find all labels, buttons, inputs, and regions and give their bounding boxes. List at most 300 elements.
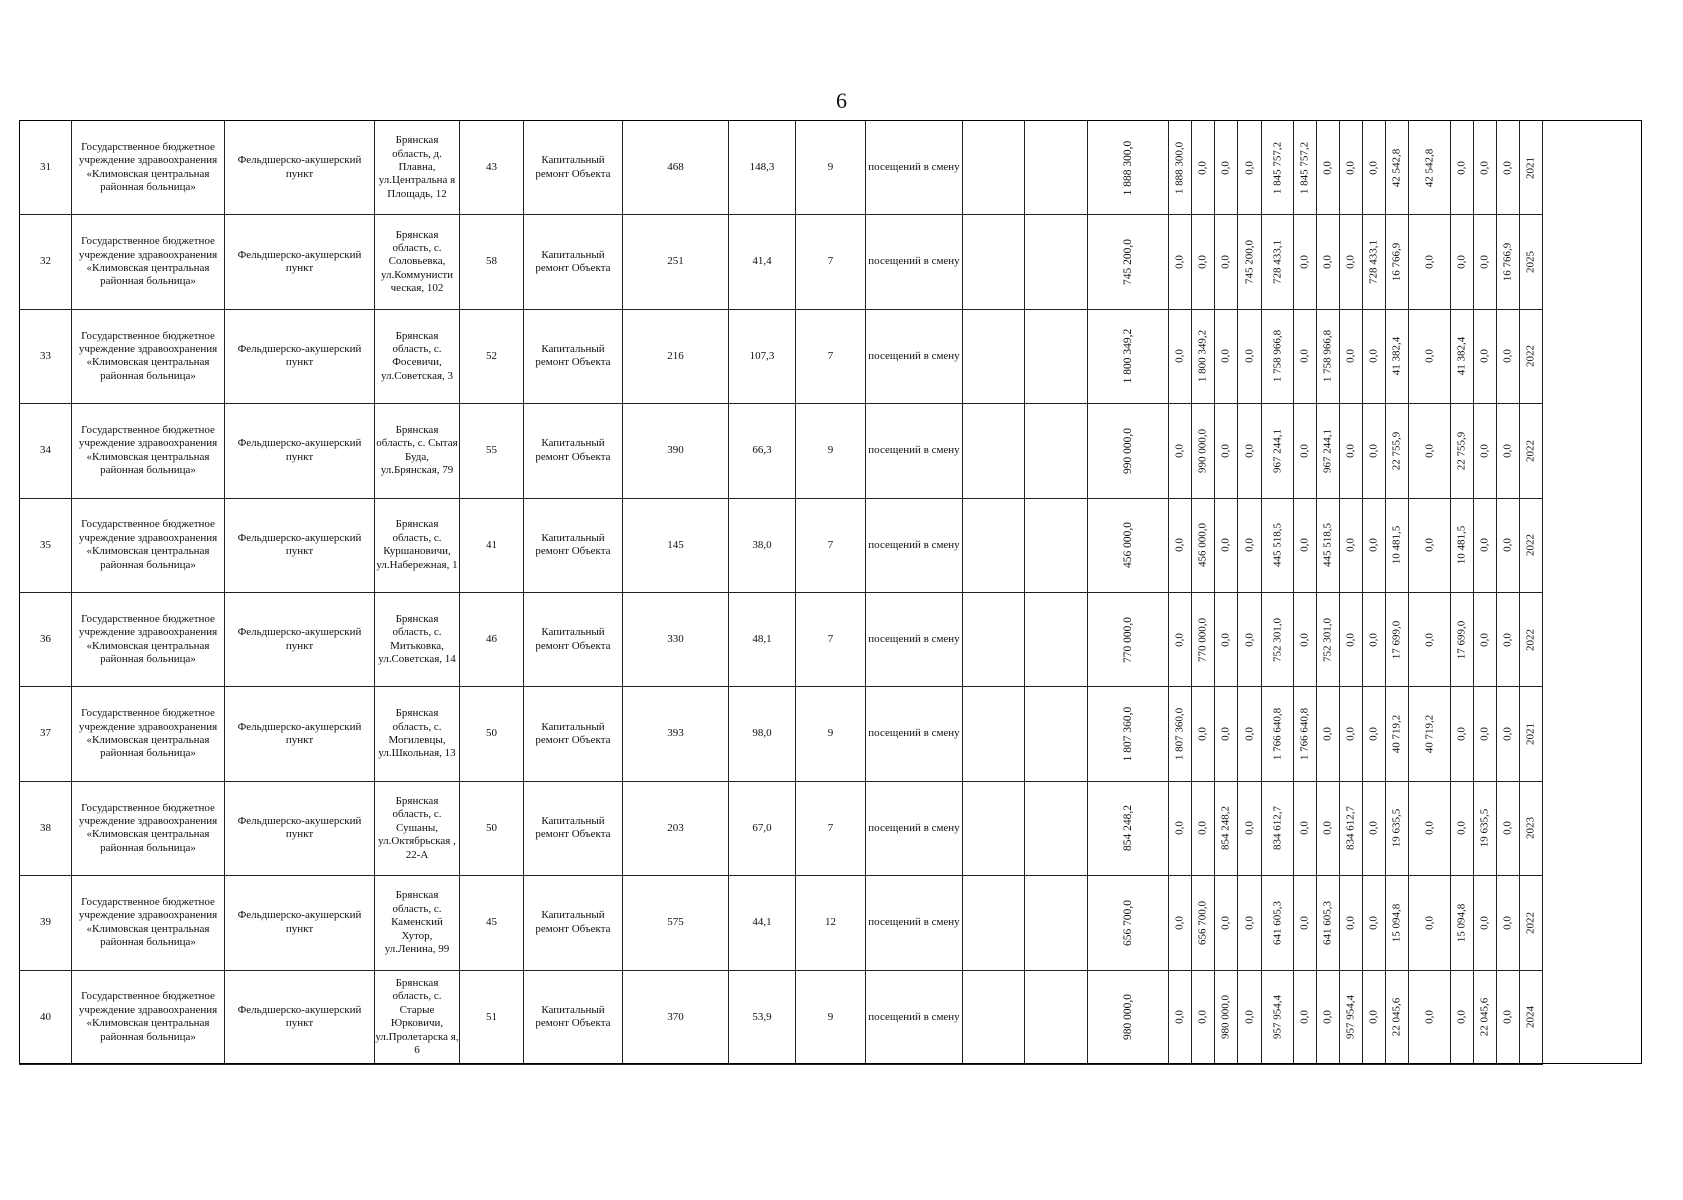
funding-value: 0,0 xyxy=(1367,915,1380,930)
funding-value-cell xyxy=(1474,404,1497,498)
funding-value-cell xyxy=(1215,781,1238,875)
blank-cell xyxy=(963,498,1025,592)
funding-value: 0,0 xyxy=(1367,632,1380,647)
column-8-cell: 9 xyxy=(796,121,866,215)
funding-value-cell xyxy=(1317,687,1340,781)
funding-value-cell xyxy=(1409,876,1451,970)
year-cell xyxy=(1520,404,1543,498)
funding-value: 0,0 xyxy=(1242,915,1255,930)
funding-value-cell xyxy=(1474,781,1497,875)
funding-value: 0,0 xyxy=(1478,727,1491,741)
funding-value: 16 766,9 xyxy=(1501,242,1514,282)
capacity-unit-cell: посещений в смену xyxy=(866,498,963,592)
funding-value: 0,0 xyxy=(1422,255,1435,269)
funding-value-cell xyxy=(1340,404,1363,498)
funding-value-cell xyxy=(1238,687,1262,781)
capacity-unit-cell: посещений в смену xyxy=(866,404,963,498)
column-7-cell: 48,1 xyxy=(729,592,796,686)
funding-value: 0,0 xyxy=(1344,443,1357,458)
column-8-cell: 7 xyxy=(796,592,866,686)
row-number-cell: 35 xyxy=(20,498,72,592)
funding-value: 0,0 xyxy=(1219,443,1232,458)
funding-value-cell xyxy=(1294,876,1317,970)
work-type-cell: Капитальный ремонт Объекта xyxy=(524,215,623,309)
funding-value-cell xyxy=(1474,309,1497,403)
funding-value-cell xyxy=(1474,970,1497,1064)
funding-value-cell xyxy=(1294,404,1317,498)
funding-value: 1 888 300,0 xyxy=(1121,140,1134,195)
capacity-unit-cell: посещений в смену xyxy=(866,781,963,875)
funding-value-cell xyxy=(1238,592,1262,686)
work-type-cell: Капитальный ремонт Объекта xyxy=(524,687,623,781)
funding-value: 0,0 xyxy=(1501,349,1514,364)
funding-value: 0,0 xyxy=(1242,821,1255,836)
funding-value: 456 000,0 xyxy=(1196,523,1209,568)
funding-value: 957 954,4 xyxy=(1270,995,1283,1040)
column-7-cell: 148,3 xyxy=(729,121,796,215)
funding-value: 22 755,9 xyxy=(1455,431,1468,471)
work-type-cell: Капитальный ремонт Объекта xyxy=(524,404,623,498)
funding-value-cell xyxy=(1386,498,1409,592)
table-row xyxy=(20,498,1602,592)
funding-value-cell xyxy=(1262,404,1294,498)
facility-type-cell: Фельдшерско-акушерский пункт xyxy=(225,592,375,686)
funding-value: 0,0 xyxy=(1501,443,1514,458)
funding-value-cell xyxy=(1451,781,1474,875)
funding-value: 0,0 xyxy=(1242,443,1255,458)
funding-value-cell xyxy=(1474,687,1497,781)
address-cell: Брянская область, д. Плавна, ул.Центральна я Площадь, 12 xyxy=(375,121,460,215)
column-8-cell: 7 xyxy=(796,215,866,309)
funding-value-cell xyxy=(1262,215,1294,309)
column-7-cell: 38,0 xyxy=(729,498,796,592)
funding-value-cell xyxy=(1192,309,1215,403)
funding-value-cell xyxy=(1088,404,1169,498)
facility-table xyxy=(19,120,1602,1065)
funding-value-cell xyxy=(1088,781,1169,875)
funding-value-cell xyxy=(1192,121,1215,215)
funding-value-cell xyxy=(1192,404,1215,498)
funding-value-cell xyxy=(1317,781,1340,875)
funding-value: 834 612,7 xyxy=(1344,806,1357,851)
funding-value: 0,0 xyxy=(1422,915,1435,930)
funding-value: 641 605,3 xyxy=(1270,900,1283,945)
funding-value: 22 045,6 xyxy=(1390,997,1403,1037)
facility-type-cell: Фельдшерско-акушерский пункт xyxy=(225,970,375,1064)
year-value: 2024 xyxy=(1524,1006,1537,1029)
funding-value: 0,0 xyxy=(1422,1010,1435,1025)
funding-value: 0,0 xyxy=(1242,632,1255,647)
organization-cell: Государственное бюджетное учреждение здравоохранения «Климовская центральная районная больница» xyxy=(72,970,225,1064)
blank-cell xyxy=(1025,215,1088,309)
funding-value: 0,0 xyxy=(1501,727,1514,741)
blank-cell xyxy=(963,781,1025,875)
funding-value-cell xyxy=(1363,876,1386,970)
funding-value-cell xyxy=(1294,592,1317,686)
funding-value: 0,0 xyxy=(1298,821,1311,836)
funding-value: 0,0 xyxy=(1455,1010,1468,1025)
funding-value: 0,0 xyxy=(1242,160,1255,175)
funding-value: 0,0 xyxy=(1242,538,1255,553)
funding-value-cell xyxy=(1386,781,1409,875)
funding-value-cell xyxy=(1386,309,1409,403)
funding-value: 0,0 xyxy=(1298,349,1311,364)
funding-value: 16 766,9 xyxy=(1390,242,1403,282)
row-number-cell: 31 xyxy=(20,121,72,215)
funding-value: 745 200,0 xyxy=(1242,240,1255,285)
capacity-unit-cell: посещений в смену xyxy=(866,592,963,686)
facility-type-cell: Фельдшерско-акушерский пункт xyxy=(225,687,375,781)
year-cell xyxy=(1520,970,1543,1064)
funding-value: 770 000,0 xyxy=(1121,616,1134,663)
funding-value: 0,0 xyxy=(1298,1010,1311,1025)
funding-value: 0,0 xyxy=(1501,632,1514,647)
funding-value-cell xyxy=(1317,970,1340,1064)
funding-value-cell xyxy=(1169,781,1192,875)
facility-type-cell: Фельдшерско-акушерский пункт xyxy=(225,781,375,875)
funding-value-cell xyxy=(1497,687,1520,781)
column-8-cell: 7 xyxy=(796,781,866,875)
funding-value-cell xyxy=(1294,121,1317,215)
funding-value-cell xyxy=(1340,781,1363,875)
year-value: 2021 xyxy=(1524,723,1537,746)
facility-type-cell: Фельдшерско-акушерский пункт xyxy=(225,876,375,970)
column-4-cell: 50 xyxy=(460,781,524,875)
table-row xyxy=(20,687,1602,781)
funding-value: 15 094,8 xyxy=(1390,903,1403,943)
facility-type-cell: Фельдшерско-акушерский пункт xyxy=(225,215,375,309)
funding-value: 0,0 xyxy=(1501,538,1514,553)
funding-value-cell xyxy=(1169,687,1192,781)
funding-value-cell xyxy=(1363,404,1386,498)
funding-value-cell xyxy=(1451,215,1474,309)
funding-value-cell xyxy=(1409,215,1451,309)
funding-value: 0,0 xyxy=(1501,1010,1514,1025)
funding-value: 728 433,1 xyxy=(1367,240,1380,285)
column-4-cell: 43 xyxy=(460,121,524,215)
funding-value-cell xyxy=(1215,309,1238,403)
column-8-cell: 7 xyxy=(796,309,866,403)
funding-value: 0,0 xyxy=(1344,160,1357,175)
funding-value-cell xyxy=(1317,876,1340,970)
column-4-cell: 45 xyxy=(460,876,524,970)
funding-value-cell xyxy=(1088,592,1169,686)
blank-cell xyxy=(1025,781,1088,875)
funding-value: 0,0 xyxy=(1196,727,1209,741)
funding-value: 0,0 xyxy=(1321,160,1334,175)
funding-value: 0,0 xyxy=(1455,255,1468,269)
year-cell xyxy=(1520,215,1543,309)
funding-value-cell xyxy=(1386,876,1409,970)
funding-value: 0,0 xyxy=(1422,538,1435,553)
funding-value: 0,0 xyxy=(1478,160,1491,175)
funding-value-cell xyxy=(1192,687,1215,781)
blank-cell xyxy=(1025,498,1088,592)
funding-value: 42 542,8 xyxy=(1422,148,1435,187)
capacity-unit-cell: посещений в смену xyxy=(866,121,963,215)
column-7-cell: 107,3 xyxy=(729,309,796,403)
funding-value: 445 518,5 xyxy=(1321,523,1334,568)
column-4-cell: 52 xyxy=(460,309,524,403)
funding-value-cell xyxy=(1262,781,1294,875)
address-cell: Брянская область, с. Куршановичи, ул.Набережная, 1 xyxy=(375,498,460,592)
funding-value: 0,0 xyxy=(1367,443,1380,458)
funding-value-cell xyxy=(1451,592,1474,686)
column-8-cell: 12 xyxy=(796,876,866,970)
funding-value-cell xyxy=(1215,498,1238,592)
funding-value: 0,0 xyxy=(1196,1010,1209,1025)
funding-value: 0,0 xyxy=(1422,821,1435,836)
funding-value-cell xyxy=(1317,309,1340,403)
funding-value: 0,0 xyxy=(1478,915,1491,930)
funding-value-cell xyxy=(1262,876,1294,970)
table-row xyxy=(20,970,1602,1064)
blank-cell xyxy=(963,404,1025,498)
funding-value-cell xyxy=(1363,498,1386,592)
page-number: 6 xyxy=(836,88,847,113)
funding-value-cell xyxy=(1363,687,1386,781)
funding-value-cell xyxy=(1409,498,1451,592)
year-value: 2022 xyxy=(1524,628,1537,651)
funding-value: 1 800 349,2 xyxy=(1196,330,1209,383)
funding-value-cell xyxy=(1238,970,1262,1064)
funding-value-cell xyxy=(1088,498,1169,592)
funding-value: 967 244,1 xyxy=(1270,428,1283,473)
funding-value: 990 000,0 xyxy=(1121,427,1134,474)
funding-value-cell xyxy=(1409,404,1451,498)
table-row xyxy=(20,781,1602,875)
funding-value-cell xyxy=(1474,592,1497,686)
column-4-cell: 50 xyxy=(460,687,524,781)
funding-value: 19 635,5 xyxy=(1390,809,1403,848)
funding-value-cell xyxy=(1294,781,1317,875)
year-cell xyxy=(1520,498,1543,592)
funding-value: 0,0 xyxy=(1321,1010,1334,1025)
funding-value: 0,0 xyxy=(1173,915,1186,930)
funding-value: 980 000,0 xyxy=(1121,994,1134,1041)
funding-value-cell xyxy=(1451,404,1474,498)
funding-value-cell xyxy=(1363,121,1386,215)
year-value: 2025 xyxy=(1524,251,1537,274)
funding-value-cell xyxy=(1192,876,1215,970)
row-number-cell: 32 xyxy=(20,215,72,309)
funding-value-cell xyxy=(1317,215,1340,309)
funding-value: 40 719,2 xyxy=(1422,714,1435,754)
funding-value-cell xyxy=(1409,592,1451,686)
funding-value: 854 248,2 xyxy=(1219,806,1232,851)
funding-value: 10 481,5 xyxy=(1455,526,1468,565)
funding-value-cell xyxy=(1386,970,1409,1064)
funding-value: 1 807 360,0 xyxy=(1121,706,1134,762)
funding-value-cell xyxy=(1169,876,1192,970)
funding-value-cell xyxy=(1294,687,1317,781)
funding-value-cell xyxy=(1340,687,1363,781)
column-6-cell: 330 xyxy=(623,592,729,686)
funding-value: 1 758 966,8 xyxy=(1321,330,1334,383)
funding-value: 656 700,0 xyxy=(1196,900,1209,945)
column-7-cell: 53,9 xyxy=(729,970,796,1064)
funding-value: 0,0 xyxy=(1196,821,1209,836)
funding-value: 980 000,0 xyxy=(1219,995,1232,1040)
organization-cell: Государственное бюджетное учреждение здравоохранения «Климовская центральная районная больница» xyxy=(72,309,225,403)
funding-value: 0,0 xyxy=(1501,160,1514,175)
funding-value: 0,0 xyxy=(1501,821,1514,836)
funding-value-cell xyxy=(1238,121,1262,215)
funding-value-cell xyxy=(1192,498,1215,592)
column-6-cell: 203 xyxy=(623,781,729,875)
funding-value: 0,0 xyxy=(1173,349,1186,364)
funding-value: 0,0 xyxy=(1298,443,1311,458)
funding-value-cell xyxy=(1262,970,1294,1064)
funding-value: 0,0 xyxy=(1298,538,1311,553)
table-row xyxy=(20,592,1602,686)
funding-value-cell xyxy=(1451,121,1474,215)
funding-value: 0,0 xyxy=(1478,632,1491,647)
work-type-cell: Капитальный ремонт Объекта xyxy=(524,498,623,592)
funding-value: 0,0 xyxy=(1501,915,1514,930)
funding-value-cell xyxy=(1497,309,1520,403)
funding-value-cell xyxy=(1386,687,1409,781)
funding-value-cell xyxy=(1169,592,1192,686)
year-cell xyxy=(1520,687,1543,781)
year-value: 2023 xyxy=(1524,817,1537,840)
column-4-cell: 46 xyxy=(460,592,524,686)
blank-cell xyxy=(1025,970,1088,1064)
funding-value: 0,0 xyxy=(1173,632,1186,647)
funding-value-cell xyxy=(1317,121,1340,215)
funding-value: 40 719,2 xyxy=(1390,714,1403,754)
funding-value-cell xyxy=(1409,687,1451,781)
funding-value-cell xyxy=(1340,309,1363,403)
funding-value: 22 755,9 xyxy=(1390,431,1403,471)
column-7-cell: 41,4 xyxy=(729,215,796,309)
organization-cell: Государственное бюджетное учреждение здравоохранения «Климовская центральная районная больница» xyxy=(72,404,225,498)
organization-cell: Государственное бюджетное учреждение здравоохранения «Климовская центральная районная больница» xyxy=(72,876,225,970)
funding-value-cell xyxy=(1215,404,1238,498)
funding-value: 41 382,4 xyxy=(1455,337,1468,376)
funding-value: 0,0 xyxy=(1321,821,1334,836)
blank-cell xyxy=(1025,687,1088,781)
column-7-cell: 66,3 xyxy=(729,404,796,498)
funding-value-cell xyxy=(1294,309,1317,403)
address-cell: Брянская область, с. Сытая Буда, ул.Брянская, 79 xyxy=(375,404,460,498)
funding-value-cell xyxy=(1262,687,1294,781)
funding-value: 0,0 xyxy=(1344,255,1357,269)
work-type-cell: Капитальный ремонт Объекта xyxy=(524,876,623,970)
capacity-unit-cell: посещений в смену xyxy=(866,215,963,309)
funding-value-cell xyxy=(1238,876,1262,970)
column-4-cell: 51 xyxy=(460,970,524,1064)
column-6-cell: 575 xyxy=(623,876,729,970)
funding-value-cell xyxy=(1317,404,1340,498)
blank-cell xyxy=(963,121,1025,215)
row-number-cell: 40 xyxy=(20,970,72,1064)
funding-value: 0,0 xyxy=(1422,443,1435,458)
funding-value-cell xyxy=(1215,876,1238,970)
blank-cell xyxy=(1025,404,1088,498)
funding-value: 745 200,0 xyxy=(1121,239,1134,286)
column-6-cell: 216 xyxy=(623,309,729,403)
funding-value: 0,0 xyxy=(1478,349,1491,364)
year-cell xyxy=(1520,592,1543,686)
column-8-cell: 9 xyxy=(796,404,866,498)
funding-value: 854 248,2 xyxy=(1121,805,1134,852)
funding-value-cell xyxy=(1169,121,1192,215)
funding-value: 17 699,0 xyxy=(1455,620,1468,659)
year-value: 2022 xyxy=(1524,345,1537,368)
address-cell: Брянская область, с. Сушаны, ул.Октябрьская , 22-А xyxy=(375,781,460,875)
column-7-cell: 98,0 xyxy=(729,687,796,781)
funding-value: 15 094,8 xyxy=(1455,903,1468,943)
funding-value-cell xyxy=(1294,215,1317,309)
funding-value: 0,0 xyxy=(1344,538,1357,553)
table-row xyxy=(20,876,1602,970)
funding-value-cell xyxy=(1497,970,1520,1064)
funding-value-cell xyxy=(1192,970,1215,1064)
facility-type-cell: Фельдшерско-акушерский пункт xyxy=(225,404,375,498)
funding-value: 0,0 xyxy=(1344,727,1357,741)
funding-value: 456 000,0 xyxy=(1121,522,1134,569)
row-number-cell: 33 xyxy=(20,309,72,403)
year-value: 2022 xyxy=(1524,911,1537,934)
funding-value-cell xyxy=(1262,592,1294,686)
funding-value-cell xyxy=(1386,215,1409,309)
funding-value: 834 612,7 xyxy=(1270,806,1283,851)
column-4-cell: 58 xyxy=(460,215,524,309)
funding-value: 728 433,1 xyxy=(1270,240,1283,285)
funding-value: 1 766 640,8 xyxy=(1298,707,1311,761)
funding-value-cell xyxy=(1215,687,1238,781)
address-cell: Брянская область, с. Соловьевка, ул.Коммунисти ческая, 102 xyxy=(375,215,460,309)
funding-value: 0,0 xyxy=(1455,160,1468,175)
funding-value-cell xyxy=(1088,215,1169,309)
funding-value: 1 845 757,2 xyxy=(1298,141,1311,194)
funding-value: 1 766 640,8 xyxy=(1270,707,1283,761)
funding-value-cell xyxy=(1386,404,1409,498)
funding-value-cell xyxy=(1474,121,1497,215)
funding-value-cell xyxy=(1363,215,1386,309)
year-cell xyxy=(1520,121,1543,215)
funding-value-cell xyxy=(1238,309,1262,403)
funding-value-cell xyxy=(1340,498,1363,592)
row-number-cell: 34 xyxy=(20,404,72,498)
funding-value: 967 244,1 xyxy=(1321,428,1334,473)
funding-value-cell xyxy=(1409,781,1451,875)
row-number-cell: 37 xyxy=(20,687,72,781)
funding-value-cell xyxy=(1169,498,1192,592)
funding-value-cell xyxy=(1474,498,1497,592)
funding-value-cell xyxy=(1363,970,1386,1064)
funding-value-cell xyxy=(1340,876,1363,970)
blank-cell xyxy=(1025,309,1088,403)
funding-value: 0,0 xyxy=(1298,632,1311,647)
blank-cell xyxy=(1025,121,1088,215)
funding-value-cell xyxy=(1169,215,1192,309)
year-value: 2021 xyxy=(1524,156,1537,179)
funding-value: 0,0 xyxy=(1173,443,1186,458)
funding-value-cell xyxy=(1262,309,1294,403)
year-value: 2022 xyxy=(1524,439,1537,462)
funding-value-cell xyxy=(1474,215,1497,309)
column-4-cell: 55 xyxy=(460,404,524,498)
work-type-cell: Капитальный ремонт Объекта xyxy=(524,592,623,686)
funding-value-cell xyxy=(1451,687,1474,781)
row-number-cell: 38 xyxy=(20,781,72,875)
funding-value: 0,0 xyxy=(1219,915,1232,930)
funding-value: 1 758 966,8 xyxy=(1270,330,1283,383)
funding-value: 0,0 xyxy=(1367,821,1380,836)
work-type-cell: Капитальный ремонт Объекта xyxy=(524,970,623,1064)
